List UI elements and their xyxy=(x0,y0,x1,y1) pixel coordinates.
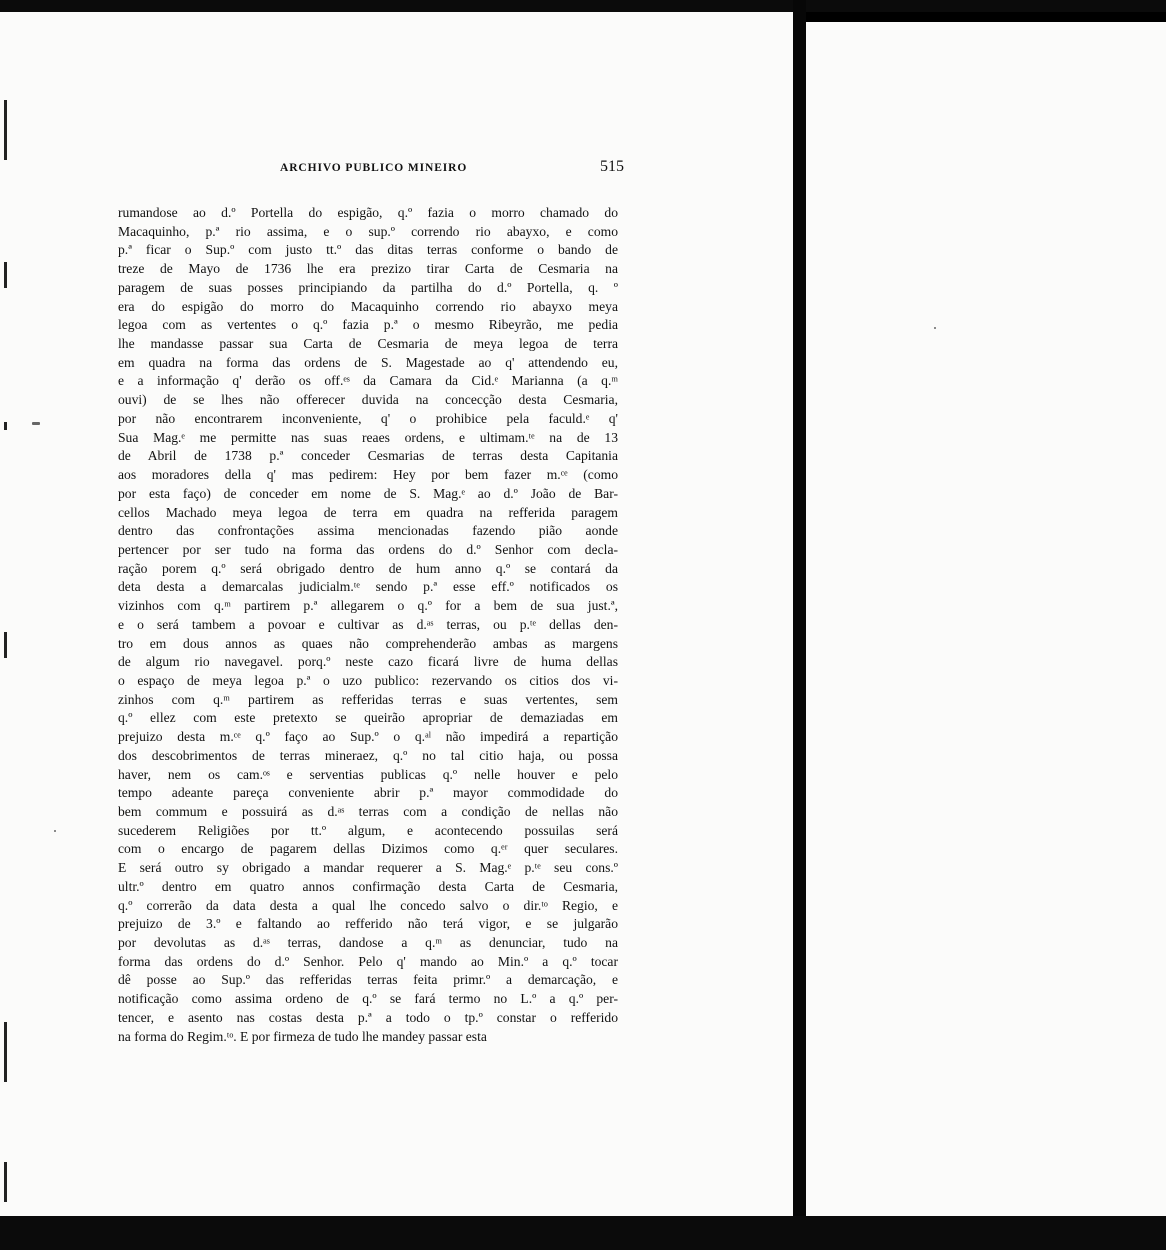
text-line: dê posse ao Sup.º das refferidas terras feita primr.º a demarcação, e xyxy=(118,972,618,988)
text-line: era do espigão do morro do Macaquinho correndo rio abayxo meya xyxy=(118,298,618,314)
scan-bottom-border xyxy=(0,1216,1166,1250)
scan-edge-mark xyxy=(4,100,7,160)
text-line: prejuizo de 3.º e faltando ao refferido não terá vigor, e se julgarão xyxy=(118,916,618,932)
text-line: treze de Mayo de 1736 lhe era prezizo tirar Carta de Cesmaria na xyxy=(118,261,618,277)
text-line: E será outro sy obrigado a mandar requerer a S. Mag.ᵉ p.ᵗᵉ seu cons.º xyxy=(118,860,618,876)
ink-speck xyxy=(934,327,936,329)
text-line: ração porem q.º será obrigado dentro de hum anno q.º se contará da xyxy=(118,560,618,576)
text-line: paragem de suas posses principiando da partilha do d.º Portella, q. º xyxy=(118,279,618,295)
right-page-blank xyxy=(806,22,1166,1218)
text-line: q.º correrão da data desta a qual lhe concedo salvo o dir.ᵗᵒ Regio, e xyxy=(118,897,618,913)
text-line: e o será tambem a povoar e cultivar as d.ᵃˢ terras, ou p.ᵗᵉ dellas den- xyxy=(118,616,618,632)
text-line: notificação como assima ordeno de q.º se fará termo no L.º a q.º per- xyxy=(118,991,618,1007)
text-line: tro em dous annos as quaes não comprehenderão ambas as margens xyxy=(118,635,618,651)
ink-speck xyxy=(54,830,56,832)
text-line: ouvi) de se lhes não offerecer duvida na concecção desta Cesmaria, xyxy=(118,392,618,408)
scan-top-border xyxy=(0,0,1166,12)
book-spine-gutter xyxy=(793,0,806,1250)
document-body-text xyxy=(118,204,618,1046)
text-line: zinhos com q.ᵐ partirem as refferidas terras e suas vertentes, sem xyxy=(118,691,618,707)
text-line: pertencer por ser tudo na forma das ordens do d.º Senhor com decla- xyxy=(118,541,618,557)
text-line: o espaço de meya legoa p.ª o uzo publico: rezervando os citios dos vi- xyxy=(118,672,618,688)
text-line: prejuizo desta m.ᶜᵉ q.º faço ao Sup.º o q.ᵃˡ não impedirá a repartição xyxy=(118,729,618,745)
text-line: lhe mandasse passar sua Carta de Cesmaria de meya legoa de terra xyxy=(118,336,618,352)
text-line: tempo adeante pareça conveniente abrir p.ª mayor commodidade do xyxy=(118,785,618,801)
text-line: cellos Machado meya legoa de terra em quadra na refferida paragem xyxy=(118,504,618,520)
scan-edge-mark xyxy=(4,632,7,658)
text-line: haver, nem os cam.ᵒˢ e serventias publicas q.º nelle houver e pelo xyxy=(118,766,618,782)
scan-edge-mark xyxy=(4,1022,7,1082)
text-line: em quadra na forma das ordens de S. Magestade ao q' attendendo eu, xyxy=(118,354,618,370)
text-line: na forma do Regim.ᵗᵒ. E por firmeza de tudo lhe mandey passar esta xyxy=(118,1028,487,1044)
ink-speck xyxy=(32,422,40,425)
text-line: de Abril de 1738 p.ª conceder Cesmarias de terras desta Capitania xyxy=(118,448,618,464)
text-line: por esta faço) de conceder em nome de S. Mag.ᵉ ao d.º João de Bar- xyxy=(118,485,618,501)
text-line: aos moradores della q' mas pedirem: Hey por bem fazer m.ᶜᵉ (como xyxy=(118,467,618,483)
text-line: deta desta a demarcalas judicialm.ᵗᵉ sendo p.ª esse eff.º notificados os xyxy=(118,579,618,595)
scan-edge-mark xyxy=(4,1162,7,1202)
text-line: bem commum e possuirá as d.ᵃˢ terras com a condição de nellas não xyxy=(118,804,618,819)
text-line: q.º ellez com este pretexto se queirão apropriar de demaziadas em xyxy=(118,710,618,726)
text-line: por não encontrarem inconveniente, q' o prohibice pela faculd.ᵉ q' xyxy=(118,410,618,426)
text-line: rumandose ao d.º Portella do espigão, q.º fazia o morro chamado do xyxy=(118,205,618,220)
scan-edge-mark xyxy=(4,422,7,430)
text-line: ultr.º dentro em quatro annos confirmação desta Carta de Cesmaria, xyxy=(118,878,618,894)
text-line: vizinhos com q.ᵐ partirem p.ª allegarem o q.º for a bem de sua just.ª, xyxy=(118,598,618,614)
text-line: Sua Mag.ᵉ me permitte nas suas reaes ordens, e ultimam.ᵗᵉ na de 13 xyxy=(118,429,618,445)
scan-edge-mark xyxy=(4,262,7,288)
running-header-title: ARCHIVO PUBLICO MINEIRO xyxy=(280,162,468,174)
text-line: tencer, e asento nas costas desta p.ª a todo o tp.º constar o refferido xyxy=(118,1009,618,1025)
text-line: dos descobrimentos de terras mineraez, q.º no tal citio haja, ou possa xyxy=(118,747,618,763)
text-line: de algum rio navegavel. porq.º neste cazo ficará livre de huma dellas xyxy=(118,654,618,670)
text-line: e a informação q' derão os off.ᵉˢ da Camara da Cid.ᵉ Marianna (a q.ᵐ xyxy=(118,373,618,389)
running-header xyxy=(118,160,624,180)
text-line: por devolutas as d.ᵃˢ terras, dandose a q.ᵐ as denunciar, tudo na xyxy=(118,935,618,951)
text-line: com o encargo de pagarem dellas Dizimos como q.ᵉʳ quer seculares. xyxy=(118,841,618,857)
page-number: 515 xyxy=(600,158,624,175)
text-line: Macaquinho, p.ª rio assima, e o sup.º correndo rio abayxo, e como xyxy=(118,223,618,239)
text-line: p.ª ficar o Sup.º com justo tt.º das ditas terras conforme o bando de xyxy=(118,242,618,258)
text-line: sucederem Religiões por tt.º algum, e acontecendo possuilas será xyxy=(118,822,618,838)
text-line: dentro das confrontações assima mencionadas fazendo pião aonde xyxy=(118,523,618,539)
text-line: legoa com as vertentes o q.º fazia p.ª o mesmo Ribeyrão, me pedia xyxy=(118,317,618,333)
text-line: forma das ordens do d.º Senhor. Pelo q' mando ao Min.º a q.º tocar xyxy=(118,953,618,969)
